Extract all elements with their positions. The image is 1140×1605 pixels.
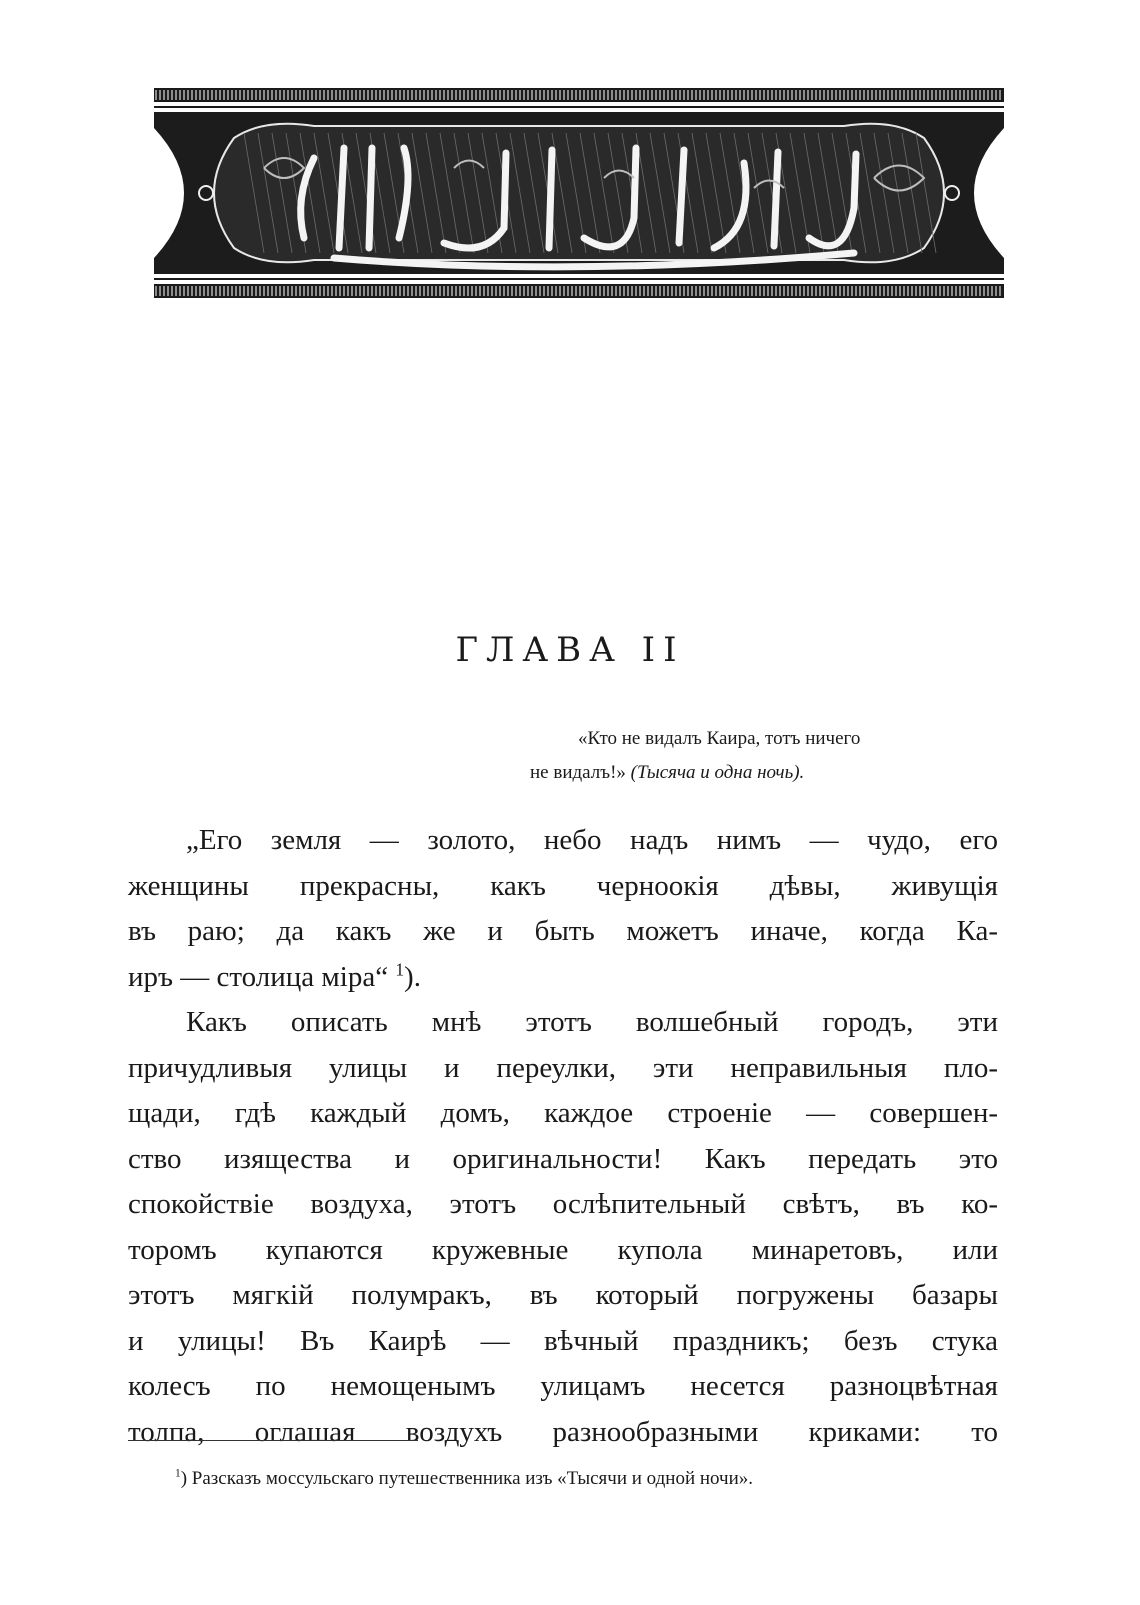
text-line: „Его земля — золото, небо надъ нимъ — чудо, его [186, 824, 998, 856]
footnote-text: ) Разсказъ моссульскаго путешественника изъ «Тысячи и одной ночи». [180, 1468, 754, 1489]
text-line: Какъ описать мнѣ этотъ волшебный городъ, эти [186, 1006, 998, 1038]
text-fragment: ). [404, 960, 421, 993]
body-text [128, 818, 998, 1455]
text-line: этотъ мягкій полумракъ, въ который погружены базары [128, 1279, 998, 1311]
footnote-divider [128, 1440, 418, 1441]
ornamental-headpiece [154, 88, 1004, 310]
text-line: спокойствіе воздуха, этотъ ослѣпительный свѣтъ, въ ко- [128, 1188, 998, 1220]
footnote-reference: 1 [395, 958, 405, 979]
calligraphy-ornament-icon [154, 88, 1004, 310]
footnote-marker: 1 [175, 1467, 181, 1480]
text-line: колесъ по немощенымъ улицамъ несется разноцвѣтная [128, 1370, 998, 1402]
epigraph-line-1: «Кто не видалъ Каира, тотъ ничего [578, 728, 861, 749]
text-line: ство изящества и оригинальности! Какъ передать это [128, 1142, 998, 1175]
text-fragment: иръ — столица міра“ [128, 960, 389, 993]
text-line: щади, гдѣ каждый домъ, каждое строеніе — совершен- [128, 1097, 998, 1129]
text-line [128, 955, 998, 1001]
footnote [175, 1468, 1005, 1490]
paragraph-1 [128, 818, 998, 1000]
text-line: причудливыя улицы и переулки, эти неправильныя пло- [128, 1051, 998, 1084]
text-line: и улицы! Въ Каирѣ — вѣчный праздникъ; безъ стука [128, 1324, 998, 1357]
text-line: толпа, оглашая воздухъ разнообразными криками: то [128, 1415, 998, 1448]
text-line: торомъ купаются кружевные купола минаретовъ, или [128, 1233, 998, 1266]
text-line: женщины прекрасны, какъ черноокія дѣвы, живущія [128, 869, 998, 902]
paragraph-2 [128, 1000, 998, 1455]
chapter-title: ГЛАВА II [455, 630, 685, 670]
text-line: въ раю; да какъ же и быть можетъ иначе, когда Ка- [128, 915, 998, 947]
epigraph-quote-end: не видалъ!» [530, 762, 626, 783]
epigraph [530, 722, 1000, 790]
epigraph-source: (Тысяча и одна ночь). [630, 762, 805, 783]
